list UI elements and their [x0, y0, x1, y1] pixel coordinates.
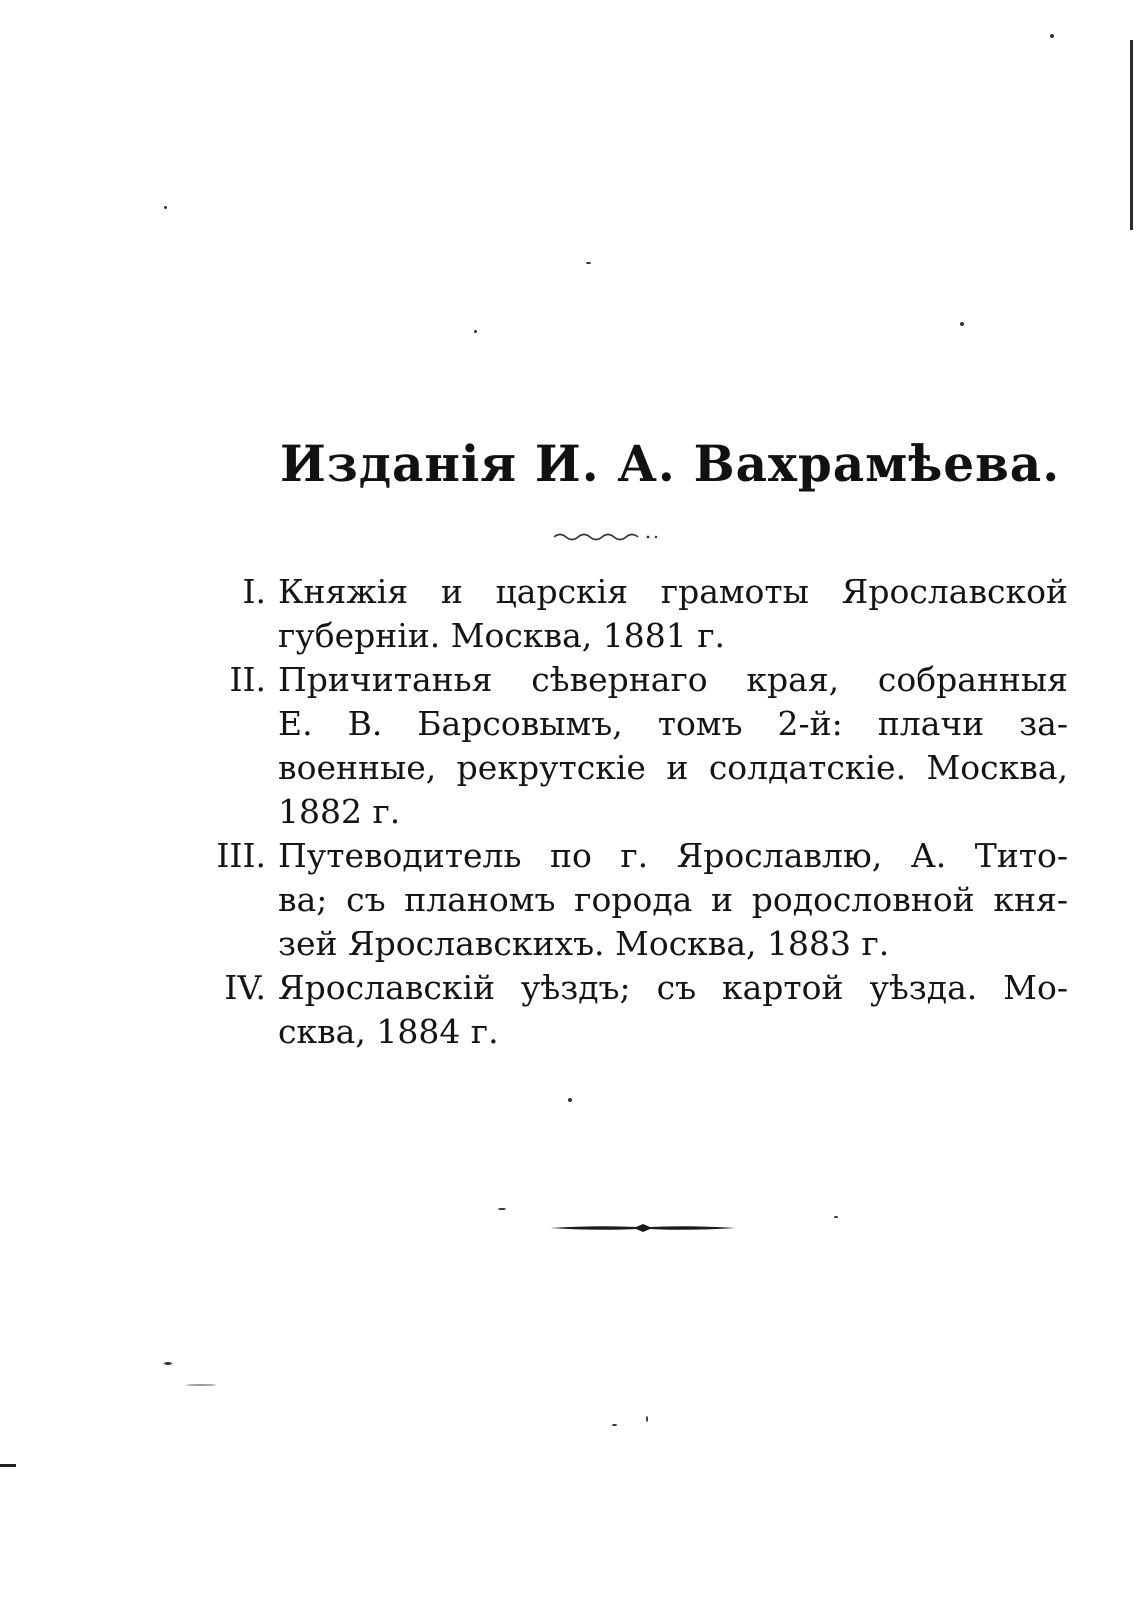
entry-line: Княжія и царскія грамоты Ярославской [278, 572, 1068, 611]
entry-line: Путеводитель по г. Ярославлю, А. Тито- [278, 836, 1068, 875]
list-item [200, 834, 1070, 966]
publications-list [200, 570, 1070, 1054]
ink-speck [646, 1416, 648, 1422]
entry-line: сква, 1884 г. [278, 1012, 499, 1051]
entry-line: Причитанья сѣвернаго края, собранныя [278, 660, 1068, 699]
entry-line: губерніи. Москва, 1881 г. [278, 616, 725, 655]
list-item [200, 570, 1070, 658]
list-item [200, 658, 1070, 834]
end-ornament [548, 1220, 738, 1236]
title-flourish [552, 530, 662, 542]
ink-speck [586, 262, 591, 264]
entry-text [278, 966, 1068, 1054]
entry-numeral: II. [229, 660, 266, 699]
entry-line: 1882 г. [278, 792, 401, 831]
entry-line: ва; съ планомъ города и родословной кня- [278, 880, 1068, 919]
entry-line: военные, рекрутскіе и солдатскіе. Москва, [278, 748, 1068, 787]
ink-speck [960, 322, 964, 326]
ink-speck [186, 1384, 216, 1386]
list-item [200, 966, 1070, 1054]
entry-line: Ярославскій уѣздъ; съ картой уѣзда. Мо- [278, 968, 1068, 1007]
ink-speck [1050, 34, 1054, 38]
entry-text [278, 658, 1068, 834]
entry-numeral: III. [216, 836, 266, 875]
entry-line: Е. В. Барсовымъ, томъ 2-й: плачи за- [278, 704, 1068, 743]
ink-speck [474, 330, 477, 333]
page-title: Изданія И. А. Вахрамѣева. [280, 434, 1061, 493]
ink-speck [164, 206, 167, 209]
ink-speck [834, 1216, 838, 1218]
entry-text [278, 570, 1068, 658]
ink-speck [498, 1208, 506, 1210]
entry-numeral: IV. [224, 968, 266, 1007]
scan-mark [0, 1464, 16, 1467]
page-edge-shadow [1130, 40, 1133, 230]
ink-speck [612, 1424, 617, 1426]
ink-speck [568, 1098, 572, 1102]
ink-speck [164, 1362, 172, 1365]
entry-numeral: I. [242, 572, 266, 611]
entry-line: зей Ярославскихъ. Москва, 1883 г. [278, 924, 890, 963]
entry-text [278, 834, 1068, 966]
